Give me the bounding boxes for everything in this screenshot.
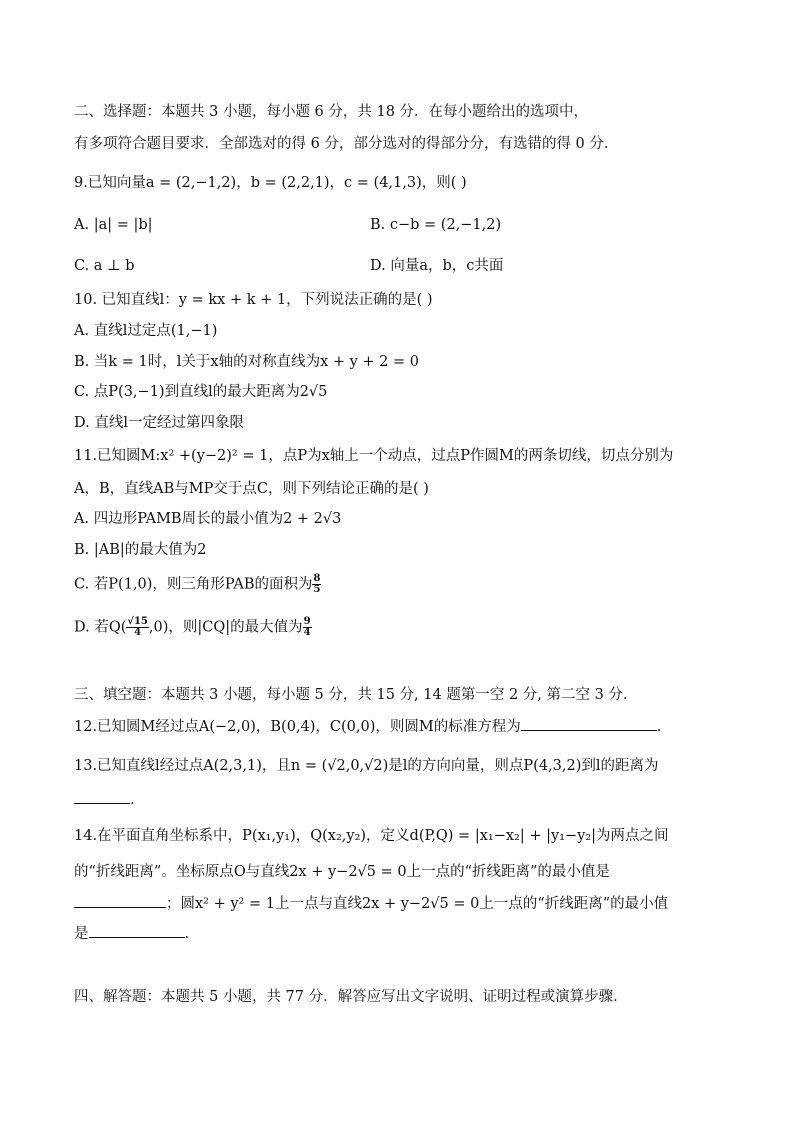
answer-blank[interactable] <box>74 789 130 804</box>
q9-option-d: D. 向量a，b，c共面 <box>370 258 504 274</box>
denominator: 4 <box>134 627 142 638</box>
q13-stem: 13.已知直线l经过点A(2,3,1)，且n = (√2,0,√2)是l的方向向量，则点P(4,3,2)到l的距离为 <box>74 758 659 774</box>
numerator: 8 <box>313 573 321 584</box>
q11-stem: 11.已知圆M:x² +(y−2)² = 1，点P为x轴上一个动点，过点P作圆M的两条切线，切点分别为 <box>74 448 674 464</box>
q11-option-d-mid: ,0)，则|CQ|的最大值为 <box>148 619 303 636</box>
q11-option-a: A. 四边形PAMB周长的最小值为2 + 2√3 <box>74 511 342 527</box>
q11-option-c-text: C. 若P(1,0)，则三角形PAB的面积为 <box>74 576 313 593</box>
answer-blank[interactable] <box>521 716 657 731</box>
q14-line1: 14.在平面直角坐标系中，P(x₁,y₁)，Q(x₂,y₂)，定义d(P,Q) = |x₁−x₂| + |y₁−y₂|为两点之间 <box>74 828 669 844</box>
q11-option-d-text: D. 若Q( <box>74 619 127 636</box>
q9-option-b: B. c−b = (2,−1,2) <box>370 217 502 233</box>
q14-line4 <box>74 923 189 944</box>
fraction <box>126 617 149 638</box>
section2-heading: 二、选择题：本题共 3 小题，每小题 6 分，共 18 分．在每小题给出的选项中， <box>74 104 589 120</box>
denominator: 4 <box>303 627 311 638</box>
q9-option-a: A. |a| = |b| <box>74 217 153 233</box>
q10-option-b: B. 当k = 1时，l关于x轴的对称直线为x + y + 2 = 0 <box>74 354 419 370</box>
q13-answer-line <box>74 789 135 810</box>
q10-option-c: C. 点P(3,−1)到直线l的最大距离为2√5 <box>74 384 328 400</box>
q14-line3 <box>74 893 668 914</box>
q12-stem <box>74 716 661 737</box>
q9-option-c: C. a ⊥ b <box>74 258 135 274</box>
answer-blank[interactable] <box>89 923 185 938</box>
fraction <box>312 574 321 595</box>
q14-line3-text: ；圆x² + y² = 1上一点与直线2x + y−2√5 = 0上一点的“折线距离”的最小值 <box>166 896 669 912</box>
fraction <box>303 617 312 638</box>
q14-line2: 的“折线距离”。坐标原点O与直线2x + y−2√5 = 0上一点的“折线距离”的最小值是 <box>74 864 610 880</box>
section2-heading-line2: 有多项符合题目要求．全部选对的得 6 分，部分选对的得部分分，有选错的得 0 分． <box>74 136 619 152</box>
q14-line4-text: 是 <box>74 926 89 942</box>
q11-option-b: B. |AB|的最大值为2 <box>74 542 207 558</box>
section4-heading: 四、解答题：本题共 5 小题，共 77 分．解答应写出文字说明、证明过程或演算步骤． <box>74 989 628 1005</box>
q14-period: . <box>184 926 190 942</box>
q13-period: . <box>130 792 135 808</box>
numerator: 9 <box>303 616 311 627</box>
answer-blank[interactable] <box>74 893 166 908</box>
q10-option-a: A. 直线l过定点(1,−1) <box>74 323 218 339</box>
numerator: √15 <box>127 616 148 627</box>
q9-stem: 9.已知向量a = (2,−1,2)，b = (2,2,1)，c = (4,1,3)，则( ) <box>74 175 467 191</box>
q10-option-d: D. 直线l一定经过第四象限 <box>74 415 244 431</box>
q11-option-c <box>74 574 321 595</box>
section3-heading: 三、填空题：本题共 3 小题，每小题 5 分，共 15 分, 14 题第一空 2 分, 第二空 3 分． <box>74 687 638 703</box>
q12-text: 12.已知圆M经过点A(−2,0)，B(0,4)，C(0,0)，则圆M的标准方程为 <box>74 719 521 735</box>
q11-option-d <box>74 617 312 638</box>
q12-period: . <box>656 719 662 735</box>
denominator: 5 <box>313 584 321 595</box>
q10-stem: 10. 已知直线l：y = kx + k + 1，下列说法正确的是( ) <box>74 292 433 308</box>
q11-stem-line2: A，B，直线AB与MP交于点C，则下列结论正确的是( ) <box>74 481 429 497</box>
